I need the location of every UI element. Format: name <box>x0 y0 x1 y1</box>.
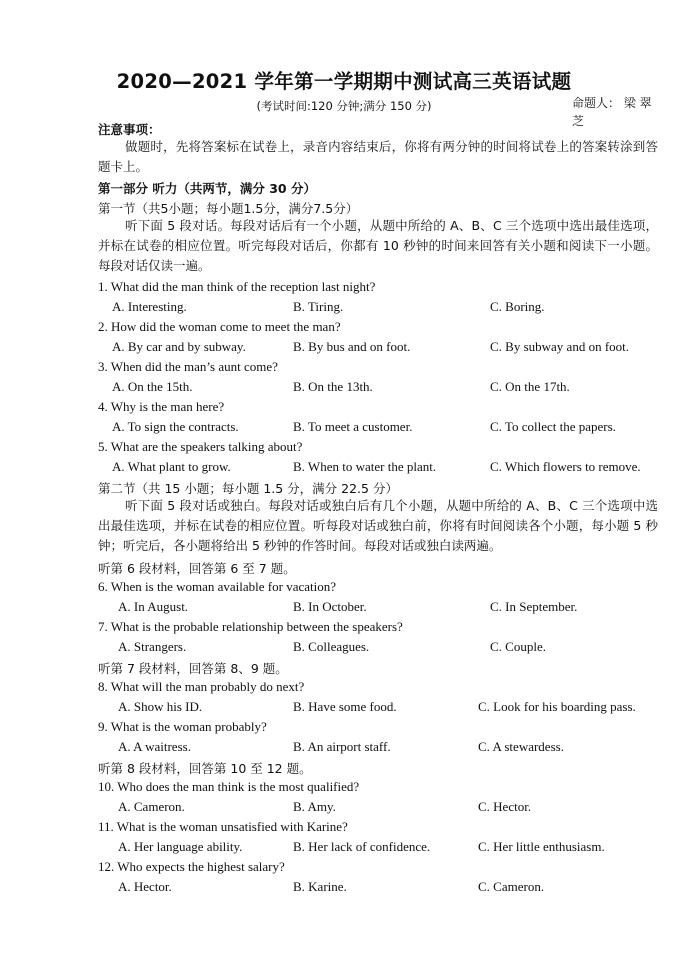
q10-option-b: B. Amy. <box>293 799 336 814</box>
question-5: 5. What are the speakers talking about? <box>98 439 303 454</box>
question-8: 8. What will the man probably do next? <box>98 679 305 694</box>
material-note-7: 听第 7 段材料，回答第 8、9 题。 <box>98 661 288 676</box>
question-7: 7. What is the probable relationship between the speakers? <box>98 619 403 634</box>
q6-option-b: B. In October. <box>293 599 367 614</box>
q10-option-a: A. Cameron. <box>118 799 185 814</box>
q1-option-a: A. Interesting. <box>112 299 187 314</box>
q5-option-a: A. What plant to grow. <box>112 459 231 474</box>
section1-heading: 第一节（共5小题；每小题1.5分，满分7.5分） <box>98 201 359 216</box>
q8-option-a: A. Show his ID. <box>118 699 203 714</box>
material-note-8: 听第 8 段材料，回答第 10 至 12 题。 <box>98 761 312 776</box>
q10-option-c: C. Hector. <box>478 799 532 814</box>
material-note-6: 听第 6 段材料，回答第 6 至 7 题。 <box>98 561 296 576</box>
section2-instruction: 听下面 5 段对话或独白。每段对话或独白后有几个小题，从题中所给的 A、B、C 三个选项中选出最佳选项，并标在试卷的相应位置。听每段对话或独白前，你将有时间阅读各个小题，每小题 5 秒钟；听完后，各小题将给出 5 秒钟的作答时间。每段对话或独白读两遍。 <box>98 498 658 553</box>
q4-option-a: A. To sign the contracts. <box>112 419 239 434</box>
question-9: 9. What is the woman probably? <box>98 719 267 734</box>
part1-heading: 第一部分 听力（共两节，满分 30 分） <box>98 181 316 196</box>
notice-heading: 注意事项： <box>98 122 161 137</box>
q3-option-a: A. On the 15th. <box>112 379 193 394</box>
notice-text: 做题时，先将答案标在试卷上，录音内容结束后，你将有两分钟的时间将试卷上的答案转涂到答题卡上。 <box>98 139 658 174</box>
q8-option-b: B. Have some food. <box>293 699 397 714</box>
q7-option-c: C. Couple. <box>490 639 546 654</box>
q4-option-c: C. To collect the papers. <box>490 419 616 434</box>
q11-option-b: B. Her lack of confidence. <box>293 839 431 854</box>
q11-option-c: C. Her little enthusiasm. <box>478 839 605 854</box>
exam-title: 2020—2021 学年第一学期期中测试高三英语试题 <box>116 70 572 93</box>
exam-subtitle: (考试时间:120 分钟;满分 150 分) <box>256 99 432 113</box>
q12-option-a: A. Hector. <box>118 879 172 894</box>
q12-option-c: C. Cameron. <box>478 879 545 894</box>
q3-option-c: C. On the 17th. <box>490 379 570 394</box>
q2-option-a: A. By car and by subway. <box>112 339 246 354</box>
q5-option-c: C. Which flowers to remove. <box>490 459 641 474</box>
q1-option-c: C. Boring. <box>490 299 545 314</box>
q6-option-a: A. In August. <box>118 599 189 614</box>
q9-option-c: C. A stewardess. <box>478 739 564 754</box>
question-12: 12. Who expects the highest salary? <box>98 859 285 874</box>
q7-option-a: A. Strangers. <box>118 639 187 654</box>
q7-option-b: B. Colleagues. <box>293 639 370 654</box>
question-1: 1. What did the man think of the reception last night? <box>98 279 376 294</box>
q11-option-a: A. Her language ability. <box>118 839 243 854</box>
q4-option-b: B. To meet a customer. <box>293 419 413 434</box>
q8-option-c: C. Look for his boarding pass. <box>478 699 636 714</box>
q2-option-c: C. By subway and on foot. <box>490 339 630 354</box>
author-label: 命题人： 梁 翠 <box>572 96 652 110</box>
q3-option-b: B. On the 13th. <box>293 379 373 394</box>
q2-option-b: B. By bus and on foot. <box>293 339 411 354</box>
question-10: 10. Who does the man think is the most qualified? <box>98 779 360 794</box>
question-11: 11. What is the woman unsatisfied with Karine? <box>98 819 348 834</box>
q6-option-c: C. In September. <box>490 599 578 614</box>
q1-option-b: B. Tiring. <box>293 299 344 314</box>
question-4: 4. Why is the man here? <box>98 399 225 414</box>
q5-option-b: B. When to water the plant. <box>293 459 437 474</box>
section2-heading: 第二节（共 15 小题；每小题 1.5 分，满分 22.5 分） <box>98 481 398 496</box>
section1-instruction: 听下面 5 段对话。每段对话后有一个小题，从题中所给的 A、B、C 三个选项中选出最佳选项，并标在试卷的相应位置。听完每段对话后，你都有 10 秒钟的时间来回答有关小题和阅读下一小题。每段对话仅读一遍。 <box>98 218 658 273</box>
question-3: 3. When did the man’s aunt come? <box>98 359 278 374</box>
q9-option-a: A. A waitress. <box>118 739 191 754</box>
question-6: 6. When is the woman available for vacation? <box>98 579 337 594</box>
question-2: 2. How did the woman come to meet the man? <box>98 319 341 334</box>
q12-option-b: B. Karine. <box>293 879 347 894</box>
q9-option-b: B. An airport staff. <box>293 739 391 754</box>
author-label-tail: 芝 <box>572 114 585 128</box>
